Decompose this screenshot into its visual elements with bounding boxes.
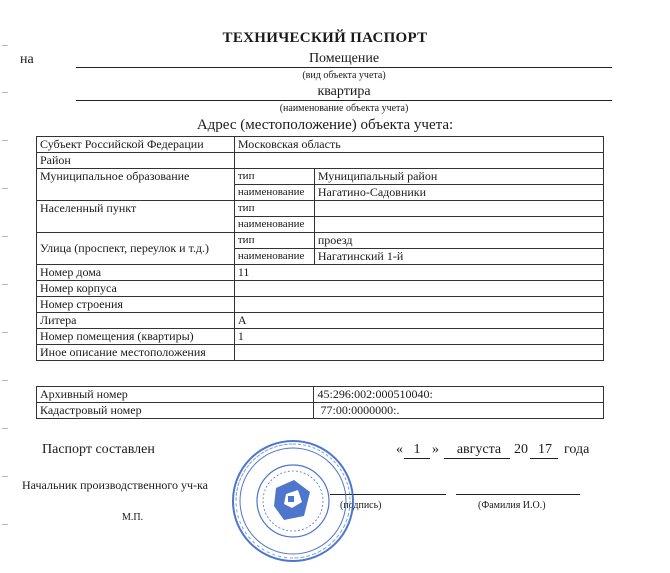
- table-row: [37, 329, 604, 345]
- date-day: 1: [413, 442, 421, 457]
- district-label: Район: [37, 153, 235, 169]
- margin-tick: [2, 476, 8, 477]
- structure-value: [234, 297, 603, 313]
- date-month: августа: [456, 442, 502, 457]
- room-label: Номер помещения (квартиры): [37, 329, 235, 345]
- signature-caption: (подпись): [340, 500, 382, 511]
- municipal-label: Муниципальное образование: [37, 169, 235, 201]
- street-type-label: тип: [234, 233, 314, 249]
- street-name-label: наименование: [234, 249, 314, 265]
- settlement-type-label: тип: [234, 201, 314, 217]
- municipal-name-value: Нагатино-Садовники: [314, 185, 603, 201]
- table-row: [37, 297, 604, 313]
- year-underline: [530, 458, 558, 459]
- settlement-name-value: [314, 217, 603, 233]
- margin-tick: [2, 140, 8, 141]
- margin-tick: [2, 284, 8, 285]
- margin-tick: [2, 236, 8, 237]
- table-row: [37, 153, 604, 169]
- margin-tick: [2, 428, 8, 429]
- municipal-type-label: тип: [234, 169, 314, 185]
- table-row: [37, 233, 604, 249]
- table-row: [37, 201, 604, 217]
- table-row: [37, 137, 604, 153]
- building-label: Номер корпуса: [37, 281, 235, 297]
- street-label: Улица (проспект, переулок и т.д.): [37, 233, 235, 265]
- house-label: Номер дома: [37, 265, 235, 281]
- object-type-line: [76, 67, 612, 68]
- na-label: на: [20, 52, 34, 67]
- name-line: [456, 494, 580, 495]
- litera-value: А: [234, 313, 603, 329]
- structure-label: Номер строения: [37, 297, 235, 313]
- object-name-line: [76, 100, 612, 101]
- street-name-value: Нагатинский 1-й: [314, 249, 603, 265]
- table-row: [37, 387, 604, 403]
- archive-label: Архивный номер: [37, 387, 314, 403]
- name-caption: (Фамилия И.О.): [478, 500, 546, 511]
- table-row: [37, 169, 604, 185]
- settlement-name-label: наименование: [234, 217, 314, 233]
- year-prefix: 20: [514, 442, 528, 457]
- building-value: [234, 281, 603, 297]
- object-type-value: Помещение: [308, 51, 380, 66]
- address-table: [36, 136, 604, 361]
- table-row: [37, 345, 604, 361]
- municipal-type-value: Муниципальный район: [314, 169, 603, 185]
- month-underline: [444, 458, 510, 459]
- quote-close: »: [432, 442, 439, 457]
- cadastral-label: Кадастровый номер: [37, 403, 314, 419]
- house-value: 11: [234, 265, 603, 281]
- margin-tick: [2, 380, 8, 381]
- compiled-label: Паспорт составлен: [42, 442, 155, 457]
- object-name-value: квартира: [317, 84, 371, 99]
- archive-value: 45:296:002:000510040:: [314, 387, 604, 403]
- room-value: 1: [234, 329, 603, 345]
- seal-stamp: [228, 436, 358, 566]
- margin-tick: [2, 332, 8, 333]
- table-row: [37, 403, 604, 419]
- table-row: [37, 265, 604, 281]
- table-row: [37, 313, 604, 329]
- day-underline: [404, 458, 430, 459]
- document-title: ТЕХНИЧЕСКИЙ ПАСПОРТ: [222, 30, 428, 46]
- street-type-value: проезд: [314, 233, 603, 249]
- object-type-caption: (вид объекта учета): [302, 70, 386, 81]
- numbers-table: [36, 386, 604, 419]
- table-row: [37, 281, 604, 297]
- district-value: [234, 153, 603, 169]
- subject-label: Субъект Российской Федерации: [37, 137, 235, 153]
- settlement-label: Населенный пункт: [37, 201, 235, 233]
- other-label: Иное описание местоположения: [37, 345, 235, 361]
- margin-tick: [2, 524, 8, 525]
- address-heading: Адрес (местоположение) объекта учета:: [196, 117, 454, 133]
- quote-open: «: [396, 442, 403, 457]
- cadastral-value: 77:00:0000000:.: [314, 403, 604, 419]
- municipal-name-label: наименование: [234, 185, 314, 201]
- year-suffix: 17: [538, 442, 552, 457]
- head-label: Начальник производственного уч-ка: [22, 478, 209, 492]
- litera-label: Литера: [37, 313, 235, 329]
- subject-value: Московская область: [234, 137, 603, 153]
- object-name-caption: (наименование объекта учета): [279, 103, 409, 114]
- stamp-place-label: М.П.: [122, 512, 144, 523]
- margin-tick: [2, 188, 8, 189]
- year-word: года: [564, 442, 590, 457]
- margin-tick: [2, 92, 8, 93]
- other-value: [234, 345, 603, 361]
- settlement-type-value: [314, 201, 603, 217]
